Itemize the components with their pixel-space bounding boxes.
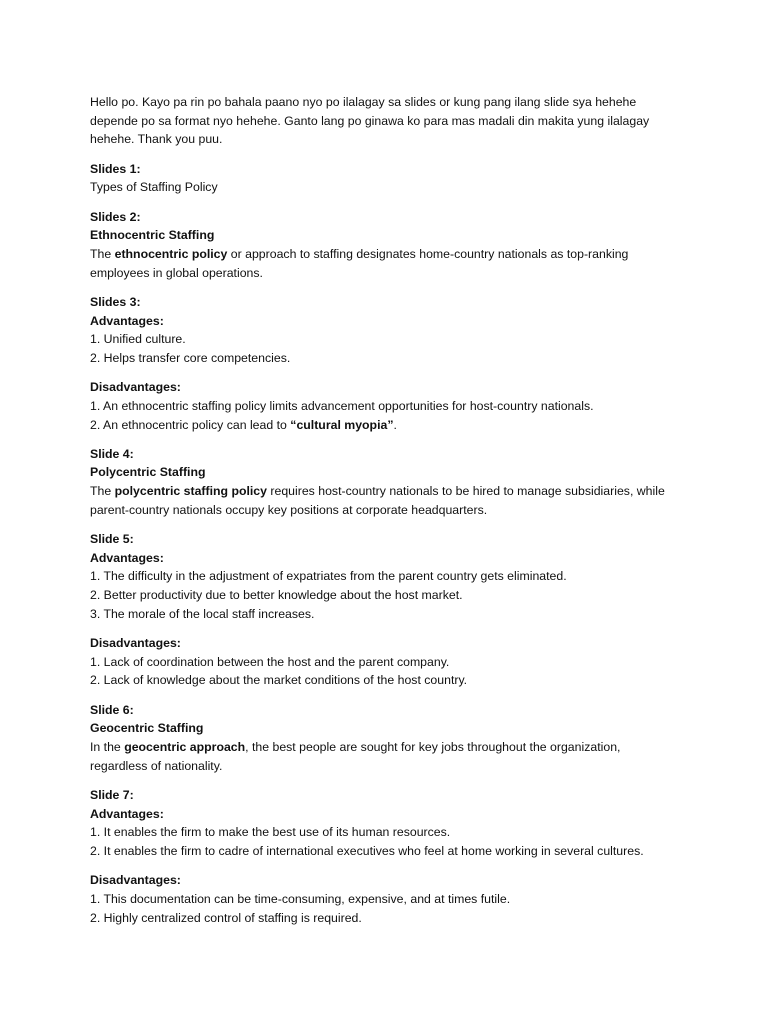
slide-1-section [90, 160, 690, 197]
list-item: 2. Better productivity due to better knowledge about the host market. [90, 588, 463, 603]
list-item: 2. Helps transfer core competencies. [90, 350, 291, 365]
slide-heading: Slides 1: [90, 161, 141, 176]
disadvantages-label: Disadvantages: [90, 873, 181, 888]
slide-2-section [90, 208, 690, 283]
list-item: 2. Highly centralized control of staffing is required. [90, 910, 362, 925]
list-item [90, 416, 690, 435]
slide-title: Ethnocentric Staffing [90, 228, 215, 243]
list-item: 1. The difficulty in the adjustment of expatriates from the parent country gets eliminated. [90, 569, 567, 584]
intro-line: depende po sa format nyo hehehe. Ganto lang po ginawa ko para mas madali din makita yung ilalagay [90, 113, 650, 128]
list-item-text: 2. An ethnocentric policy can lead to [90, 417, 291, 432]
list-item: 2. Lack of knowledge about the market conditions of the host country. [90, 673, 468, 688]
slide-heading: Slide 5: [90, 532, 134, 547]
slide-7-advantages [90, 786, 690, 861]
definition-term: ethnocentric policy [114, 246, 228, 261]
definition-term: polycentric staffing policy [114, 484, 267, 499]
slide-heading: Slide 4: [90, 446, 134, 461]
slide-5-disadvantages [90, 634, 690, 690]
advantages-label: Advantages: [90, 806, 164, 821]
list-item-text: . [393, 417, 397, 432]
slide-title: Polycentric Staffing [90, 465, 206, 480]
slide-heading: Slide 6: [90, 702, 134, 717]
definition-text: or approach to staffing designates home-country nationals as top-ranking [227, 246, 629, 261]
definition-text: requires host-country nationals to be hired to manage subsidiaries, while [266, 484, 665, 499]
list-item: 1. Lack of coordination between the host and the parent company. [90, 654, 450, 669]
definition-text: The [90, 246, 115, 261]
definition-text: In the [90, 740, 125, 755]
definition-text: , the best people are sought for key jobs throughout the organization, [245, 740, 621, 755]
slide-7-disadvantages [90, 871, 690, 927]
list-item: 1. This documentation can be time-consuming, expensive, and at times futile. [90, 892, 511, 907]
definition-line [90, 738, 690, 757]
list-item: 1. Unified culture. [90, 332, 186, 347]
definition-line [90, 245, 690, 264]
list-item: 1. It enables the firm to make the best use of its human resources. [90, 825, 451, 840]
definition-text: The [90, 484, 115, 499]
disadvantages-label: Disadvantages: [90, 636, 181, 651]
definition-line: parent-country nationals occupy key positions at corporate headquarters. [90, 502, 488, 517]
slide-6-section [90, 701, 690, 776]
slide-3-advantages [90, 293, 690, 368]
definition-line [90, 482, 690, 501]
document-page [90, 93, 690, 938]
slide-text: Types of Staffing Policy [90, 180, 218, 195]
slide-3-disadvantages [90, 378, 690, 434]
slide-heading: Slides 3: [90, 294, 141, 309]
intro-line: hehehe. Thank you puu. [90, 132, 223, 147]
slide-heading: Slide 7: [90, 788, 134, 802]
slide-heading: Slides 2: [90, 209, 141, 224]
slide-title: Geocentric Staffing [90, 721, 204, 736]
list-item: 1. An ethnocentric staffing policy limits advancement opportunities for host-country nationals. [90, 398, 594, 413]
definition-line: regardless of nationality. [90, 758, 223, 773]
advantages-label: Advantages: [90, 550, 164, 565]
intro-line: Hello po. Kayo pa rin po bahala paano nyo po ilalagay sa slides or kung pang ilang slide sya hehehe [90, 95, 637, 109]
slide-5-advantages [90, 530, 690, 624]
definition-term: geocentric approach [124, 740, 246, 755]
list-item-emphasis: “cultural myopia” [290, 417, 394, 432]
slide-4-section [90, 445, 690, 520]
disadvantages-label: Disadvantages: [90, 380, 181, 395]
definition-line: employees in global operations. [90, 265, 263, 280]
list-item: 2. It enables the firm to cadre of international executives who feel at home working in several cultures. [90, 844, 644, 859]
advantages-label: Advantages: [90, 313, 164, 328]
list-item: 3. The morale of the local staff increases. [90, 606, 315, 621]
intro-paragraph [90, 93, 690, 149]
